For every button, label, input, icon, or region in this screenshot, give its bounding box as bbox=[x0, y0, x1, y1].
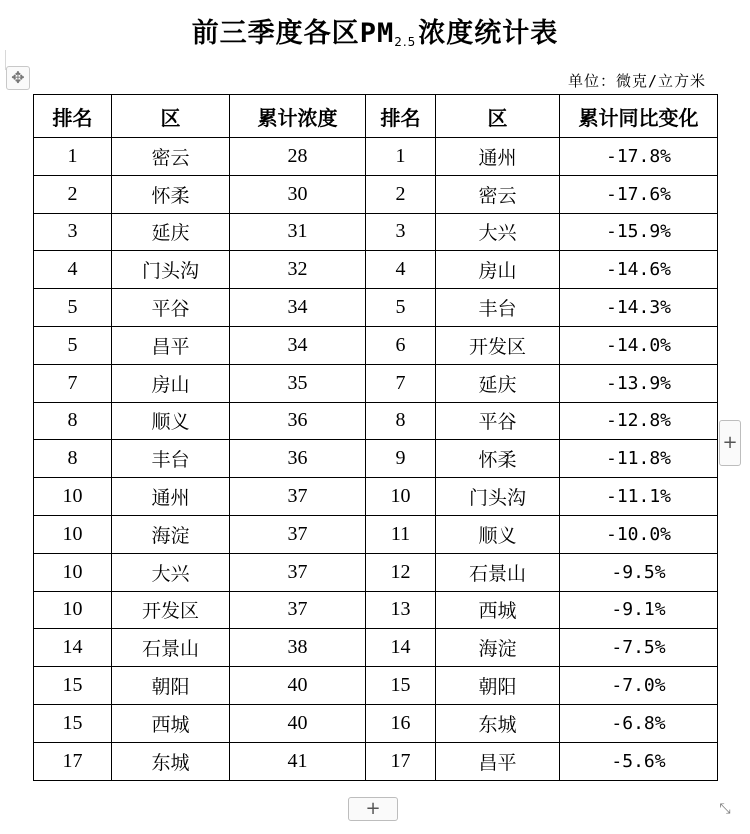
cell-district-change: 开发区 bbox=[436, 326, 560, 364]
cell-district-change: 密云 bbox=[436, 175, 560, 213]
cell-concentration-value: 37 bbox=[230, 515, 366, 553]
cell-rank-change: 12 bbox=[366, 553, 436, 591]
cell-yoy-change-value: -14.0% bbox=[560, 326, 718, 364]
cell-district-concentration: 大兴 bbox=[112, 553, 230, 591]
cell-rank-change: 3 bbox=[366, 213, 436, 251]
cell-district-change: 房山 bbox=[436, 251, 560, 289]
cell-rank-concentration: 10 bbox=[34, 553, 112, 591]
title-pm-subscript: 2.5 bbox=[394, 35, 417, 49]
cell-district-change: 西城 bbox=[436, 591, 560, 629]
cell-concentration-value: 36 bbox=[230, 440, 366, 478]
cell-district-change: 延庆 bbox=[436, 364, 560, 402]
cell-district-change: 怀柔 bbox=[436, 440, 560, 478]
cell-rank-change: 17 bbox=[366, 742, 436, 780]
cell-district-concentration: 通州 bbox=[112, 478, 230, 516]
cell-district-concentration: 门头沟 bbox=[112, 251, 230, 289]
header-district-concentration: 区 bbox=[112, 95, 230, 138]
table-resize-icon[interactable]: ⤡ bbox=[719, 801, 731, 817]
cell-concentration-value: 30 bbox=[230, 175, 366, 213]
cell-rank-concentration: 8 bbox=[34, 402, 112, 440]
cell-district-concentration: 西城 bbox=[112, 704, 230, 742]
cell-district-concentration: 昌平 bbox=[112, 326, 230, 364]
cell-yoy-change-value: -14.6% bbox=[560, 251, 718, 289]
cell-district-change: 石景山 bbox=[436, 553, 560, 591]
table-row bbox=[34, 478, 718, 516]
cell-rank-change: 5 bbox=[366, 289, 436, 327]
cell-district-change: 东城 bbox=[436, 704, 560, 742]
table-row bbox=[34, 553, 718, 591]
pm25-stats-table bbox=[33, 94, 718, 781]
header-yoy-change: 累计同比变化 bbox=[560, 95, 718, 138]
cell-district-change: 门头沟 bbox=[436, 478, 560, 516]
cell-district-concentration: 顺义 bbox=[112, 402, 230, 440]
cell-concentration-value: 37 bbox=[230, 591, 366, 629]
cell-yoy-change-value: -11.8% bbox=[560, 440, 718, 478]
table-row bbox=[34, 364, 718, 402]
table-row bbox=[34, 326, 718, 364]
table-body bbox=[34, 138, 718, 781]
cell-yoy-change-value: -6.8% bbox=[560, 704, 718, 742]
cell-rank-concentration: 10 bbox=[34, 515, 112, 553]
cell-concentration-value: 38 bbox=[230, 629, 366, 667]
cell-rank-concentration: 7 bbox=[34, 364, 112, 402]
cell-district-change: 昌平 bbox=[436, 742, 560, 780]
cell-district-concentration: 石景山 bbox=[112, 629, 230, 667]
header-district-change: 区 bbox=[436, 95, 560, 138]
cell-rank-change: 1 bbox=[366, 138, 436, 176]
cell-rank-concentration: 5 bbox=[34, 289, 112, 327]
cell-rank-change: 14 bbox=[366, 629, 436, 667]
cell-concentration-value: 35 bbox=[230, 364, 366, 402]
cell-district-concentration: 房山 bbox=[112, 364, 230, 402]
table-row bbox=[34, 667, 718, 705]
cell-rank-change: 8 bbox=[366, 402, 436, 440]
cell-yoy-change-value: -17.6% bbox=[560, 175, 718, 213]
cell-yoy-change-value: -7.0% bbox=[560, 667, 718, 705]
table-row bbox=[34, 213, 718, 251]
table-row bbox=[34, 704, 718, 742]
cell-district-change: 海淀 bbox=[436, 629, 560, 667]
table-row bbox=[34, 629, 718, 667]
cell-yoy-change-value: -10.0% bbox=[560, 515, 718, 553]
cell-concentration-value: 34 bbox=[230, 326, 366, 364]
title-prefix: 前三季度各区 bbox=[191, 18, 360, 49]
cell-district-change: 朝阳 bbox=[436, 667, 560, 705]
cell-rank-concentration: 3 bbox=[34, 213, 112, 251]
table-row bbox=[34, 591, 718, 629]
cell-concentration-value: 36 bbox=[230, 402, 366, 440]
cell-concentration-value: 37 bbox=[230, 553, 366, 591]
table-row bbox=[34, 742, 718, 780]
cell-rank-concentration: 15 bbox=[34, 667, 112, 705]
table-row bbox=[34, 251, 718, 289]
table-row bbox=[34, 402, 718, 440]
cell-district-concentration: 东城 bbox=[112, 742, 230, 780]
cell-rank-concentration: 2 bbox=[34, 175, 112, 213]
cell-yoy-change-value: -13.9% bbox=[560, 364, 718, 402]
cell-district-change: 顺义 bbox=[436, 515, 560, 553]
cell-rank-change: 13 bbox=[366, 591, 436, 629]
cell-rank-concentration: 17 bbox=[34, 742, 112, 780]
cell-concentration-value: 37 bbox=[230, 478, 366, 516]
header-rank-change: 排名 bbox=[366, 95, 436, 138]
cell-district-change: 丰台 bbox=[436, 289, 560, 327]
cell-district-concentration: 丰台 bbox=[112, 440, 230, 478]
unit-label: 单位：微克/立方米 bbox=[567, 72, 706, 90]
table-row bbox=[34, 440, 718, 478]
header-rank-concentration: 排名 bbox=[34, 95, 112, 138]
cell-rank-change: 4 bbox=[366, 251, 436, 289]
cell-rank-change: 2 bbox=[366, 175, 436, 213]
table-row bbox=[34, 138, 718, 176]
cell-district-concentration: 密云 bbox=[112, 138, 230, 176]
cell-concentration-value: 31 bbox=[230, 213, 366, 251]
table-header-row bbox=[34, 95, 718, 138]
cell-rank-change: 10 bbox=[366, 478, 436, 516]
cell-rank-concentration: 5 bbox=[34, 326, 112, 364]
cell-yoy-change-value: -9.5% bbox=[560, 553, 718, 591]
title-pm: PM bbox=[359, 18, 395, 49]
cell-concentration-value: 34 bbox=[230, 289, 366, 327]
table-row bbox=[34, 515, 718, 553]
cell-yoy-change-value: -5.6% bbox=[560, 742, 718, 780]
cell-district-concentration: 开发区 bbox=[112, 591, 230, 629]
cell-yoy-change-value: -15.9% bbox=[560, 213, 718, 251]
cell-yoy-change-value: -12.8% bbox=[560, 402, 718, 440]
cell-rank-change: 15 bbox=[366, 667, 436, 705]
cell-rank-concentration: 15 bbox=[34, 704, 112, 742]
header-cumulative-concentration: 累计浓度 bbox=[230, 95, 366, 138]
cell-yoy-change-value: -17.8% bbox=[560, 138, 718, 176]
cell-concentration-value: 41 bbox=[230, 742, 366, 780]
cell-yoy-change-value: -14.3% bbox=[560, 289, 718, 327]
page-title bbox=[0, 14, 750, 62]
cell-district-change: 大兴 bbox=[436, 213, 560, 251]
cell-yoy-change-value: -11.1% bbox=[560, 478, 718, 516]
add-row-button[interactable]: + bbox=[348, 797, 398, 821]
table-move-icon[interactable]: ✥ bbox=[6, 66, 30, 90]
cell-district-concentration: 海淀 bbox=[112, 515, 230, 553]
cell-rank-concentration: 8 bbox=[34, 440, 112, 478]
cell-yoy-change-value: -7.5% bbox=[560, 629, 718, 667]
cell-concentration-value: 28 bbox=[230, 138, 366, 176]
cell-rank-change: 16 bbox=[366, 704, 436, 742]
cell-rank-change: 7 bbox=[366, 364, 436, 402]
cell-district-concentration: 延庆 bbox=[112, 213, 230, 251]
cell-rank-change: 11 bbox=[366, 515, 436, 553]
cell-rank-concentration: 14 bbox=[34, 629, 112, 667]
cell-district-concentration: 怀柔 bbox=[112, 175, 230, 213]
cell-concentration-value: 32 bbox=[230, 251, 366, 289]
cell-concentration-value: 40 bbox=[230, 667, 366, 705]
cell-rank-concentration: 1 bbox=[34, 138, 112, 176]
cell-rank-concentration: 10 bbox=[34, 478, 112, 516]
table-row bbox=[34, 175, 718, 213]
cell-district-concentration: 平谷 bbox=[112, 289, 230, 327]
title-suffix: 浓度统计表 bbox=[418, 18, 559, 49]
cell-rank-change: 6 bbox=[366, 326, 436, 364]
cell-rank-change: 9 bbox=[366, 440, 436, 478]
cell-concentration-value: 40 bbox=[230, 704, 366, 742]
cell-district-change: 通州 bbox=[436, 138, 560, 176]
table-row bbox=[34, 289, 718, 327]
cell-district-change: 平谷 bbox=[436, 402, 560, 440]
add-column-button[interactable]: + bbox=[719, 420, 741, 466]
cell-rank-concentration: 4 bbox=[34, 251, 112, 289]
cell-rank-concentration: 10 bbox=[34, 591, 112, 629]
cell-yoy-change-value: -9.1% bbox=[560, 591, 718, 629]
cell-district-concentration: 朝阳 bbox=[112, 667, 230, 705]
